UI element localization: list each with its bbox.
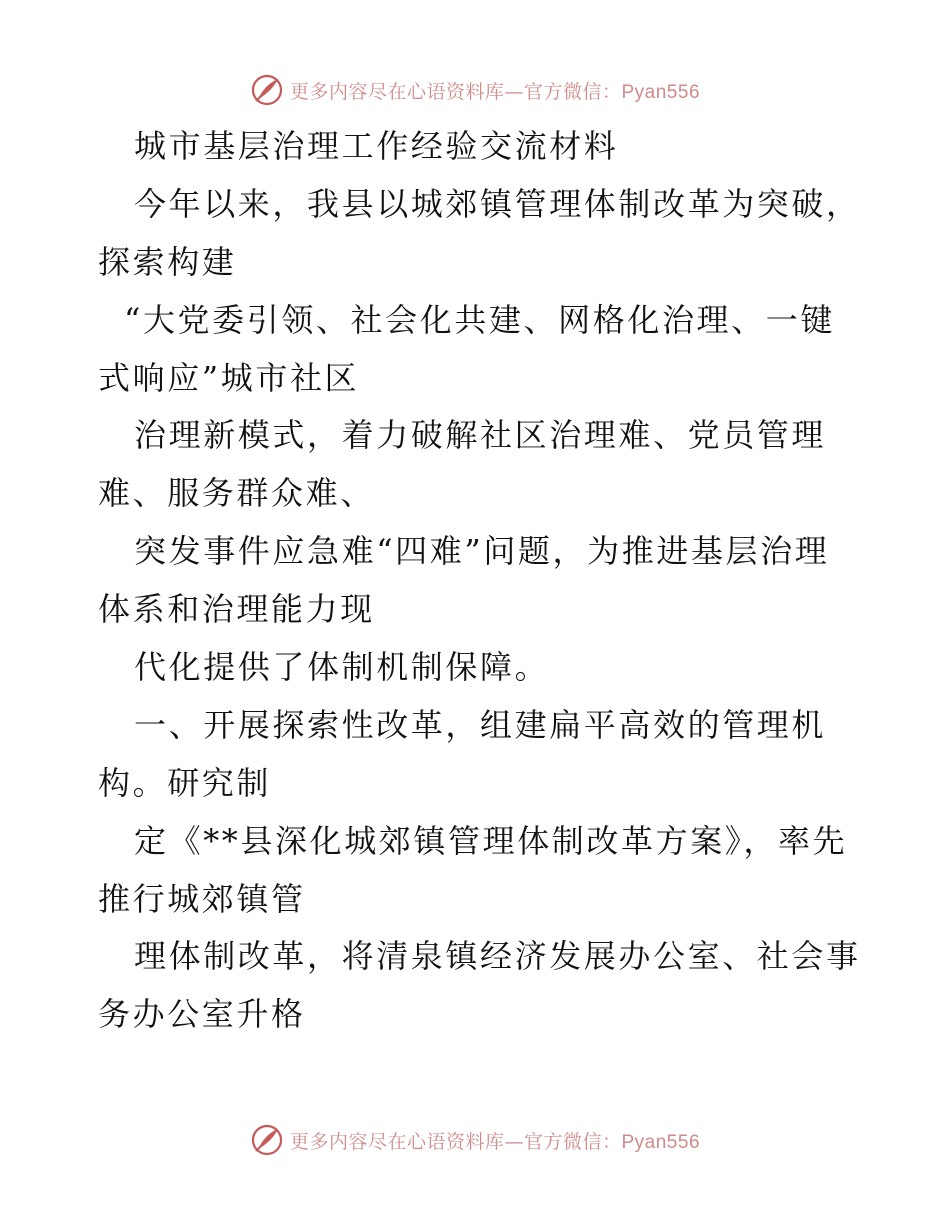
feather-quill-seal-icon: [250, 1123, 284, 1157]
paragraph-line: 构。研究制: [98, 763, 272, 802]
feather-quill-seal-icon: [250, 73, 284, 107]
paragraph-line: 理体制改革，将清泉镇经济发展办公室、社会事: [134, 937, 861, 976]
watermark-handle: Pyan556: [621, 1131, 701, 1153]
paragraph-line: 突发事件应急难“四难”问题，为推进基层治理: [134, 532, 830, 571]
document-title: 城市基层治理工作经验交流材料: [134, 127, 619, 165]
footer-watermark: [0, 1120, 950, 1160]
paragraph-line: 探索构建: [98, 242, 237, 281]
paragraph-line: 式响应”城市社区: [98, 358, 360, 397]
paragraph-line: 难、服务群众难、: [98, 474, 375, 513]
watermark-text: 更多内容尽在心语资料库—官方微信：Pyan556: [289, 80, 701, 103]
paragraph-line: 代化提供了体制机制保障。: [134, 648, 550, 687]
paragraph-line: 定《**县深化城郊镇管理体制改革方案》，率先: [134, 821, 848, 860]
section-heading-line: 一、开展探索性改革，组建扁平高效的管理机: [134, 705, 827, 744]
paragraph-line: 今年以来，我县以城郊镇管理体制改革为突破，: [134, 184, 861, 223]
paragraph-line: 务办公室升格: [98, 995, 306, 1034]
header-watermark: [0, 70, 950, 110]
paragraph-line: 推行城郊镇管: [98, 879, 306, 918]
paragraph-line: “大党委引领、社会化共建、网格化治理、一键: [124, 300, 835, 339]
watermark-handle: Pyan556: [621, 81, 701, 103]
paragraph-line: 体系和治理能力现: [98, 590, 375, 629]
document-body: [98, 118, 861, 1044]
watermark-text: 更多内容尽在心语资料库—官方微信：Pyan556: [289, 1130, 701, 1153]
paragraph-line: 治理新模式，着力破解社区治理难、党员管理: [134, 416, 827, 455]
